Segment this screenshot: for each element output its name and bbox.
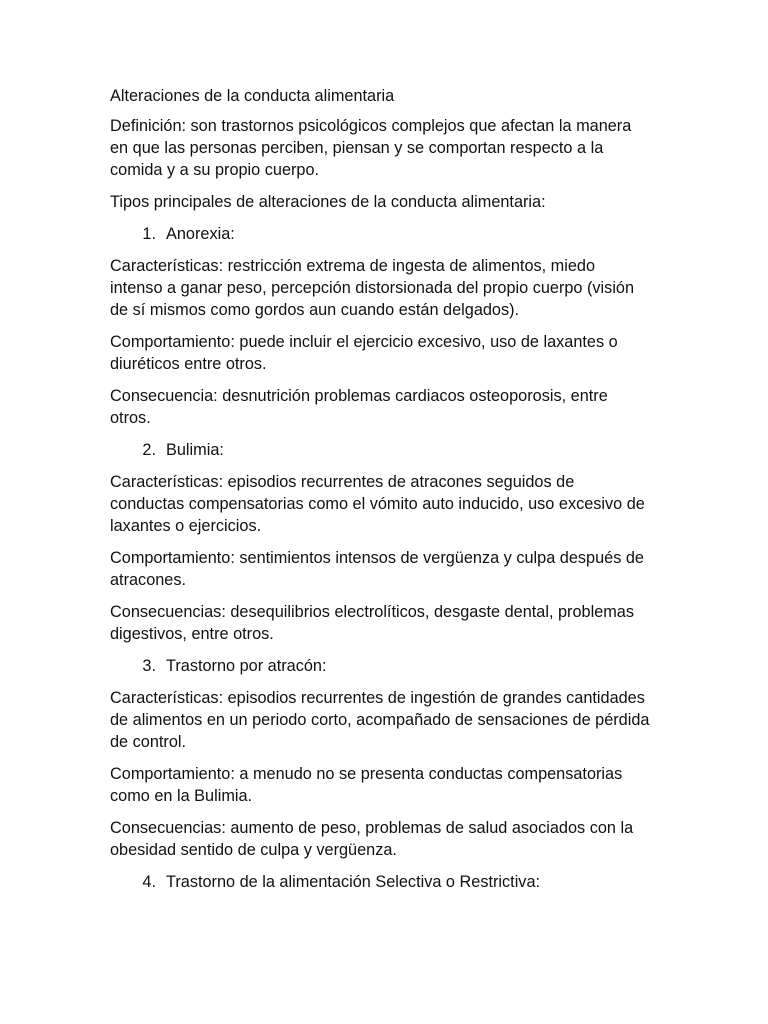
list-item-anorexia [110,223,650,245]
paragraph-atracon-comportamiento: Comportamiento: a menudo no se presenta conductas compensatorias como en la Bulimia. [110,765,623,805]
list-item-bulimia [110,439,650,461]
list-item-label: Trastorno de la alimentación Selectiva o Restrictiva: [166,873,541,891]
paragraph-anorexia-caracteristicas: Características: restricción extrema de ingesta de alimentos, miedo intenso a ganar peso, percepción distorsionada del propio cuerpo (visión de sí mismos como gordos aun cuando están delgados). [110,257,635,319]
paragraph-bulimia-comportamiento: Comportamiento: sentimientos intensos de vergüenza y culpa después de atracones. [110,549,644,589]
list-item-label: Anorexia: [166,225,235,243]
document-title: Alteraciones de la conducta alimentaria [110,87,395,105]
list-number: 2. [142,441,156,459]
paragraph-bulimia-caracteristicas: Características: episodios recurrentes de atracones seguidos de conductas compensatorias como el vómito auto inducido, uso excesivo de laxantes o ejercicios. [110,473,645,535]
paragraph-bulimia-consecuencias: Consecuencias: desequilibrios electrolíticos, desgaste dental, problemas digestivos, entre otros. [110,603,635,643]
types-intro: Tipos principales de alteraciones de la conducta alimentaria: [110,193,546,211]
list-item-label: Trastorno por atracón: [166,657,327,675]
list-item-label: Bulimia: [166,441,224,459]
list-number: 1. [142,225,156,243]
paragraph-atracon-consecuencias: Consecuencias: aumento de peso, problemas de salud asociados con la obesidad sentido de culpa y vergüenza. [110,819,634,859]
paragraph-atracon-caracteristicas: Características: episodios recurrentes de ingestión de grandes cantidades de alimentos en un periodo corto, acompañado de sensaciones de pérdida de control. [110,689,650,751]
paragraph-anorexia-comportamiento: Comportamiento: puede incluir el ejercicio excesivo, uso de laxantes o diuréticos entre otros. [110,333,618,373]
definition-paragraph: Definición: son trastornos psicológicos complejos que afectan la manera en que las personas perciben, piensan y se comportan respecto a la comida y a su propio cuerpo. [110,117,632,179]
document-body [110,85,650,903]
list-number: 3. [142,657,156,675]
list-item-atracon [110,655,650,677]
list-number: 4. [142,873,156,891]
list-item-selectiva [110,871,650,893]
paragraph-anorexia-consecuencia: Consecuencia: desnutrición problemas cardiacos osteoporosis, entre otros. [110,387,608,427]
